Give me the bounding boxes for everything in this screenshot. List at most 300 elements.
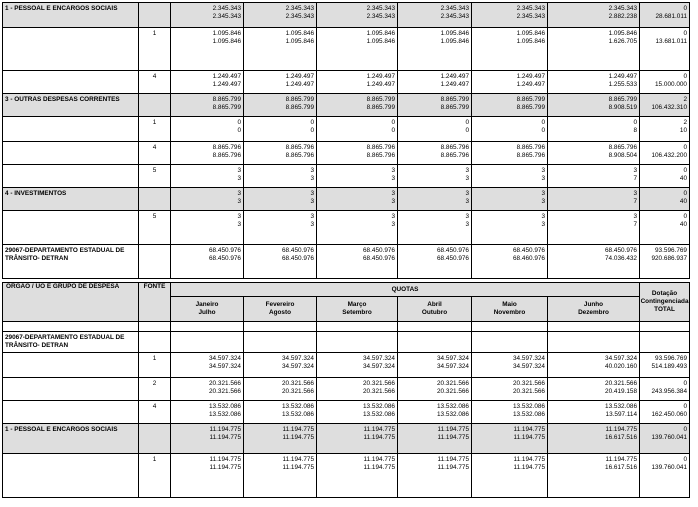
total-value: 514.189.493 [651,363,688,370]
quota-value: 1.095.846 [366,38,395,45]
quota-cell [548,401,640,424]
row-fonte [139,424,171,454]
row-label: 29067-DEPARTAMENTO ESTADUAL DE TRÂNSITO- DETRAN [3,332,139,353]
quota-cell [244,245,317,279]
row-label: 4 - INVESTIMENTOS [3,188,139,211]
quota-value [550,342,637,350]
quota-cell [244,71,317,94]
quota-cell [244,424,317,454]
quota-value: 34.597.324 [209,355,241,362]
quota-value: 0 [310,127,314,134]
quota-value: 8.865.796 [285,144,314,151]
quota-cell [317,454,398,498]
quota-value: 3 [541,190,545,197]
quota-value: 3 [391,213,395,220]
quota-value: 3 [541,221,545,228]
quota-value: 2.345.343 [608,5,637,12]
column-header-org: ÓRGÃO / UO E GRUPO DE DESPESA [3,283,139,322]
total-value: 0 [683,5,687,12]
quota-value: 3 [237,190,241,197]
quota-value: 68.450.976 [209,247,241,254]
total-value [642,342,687,350]
table-row [3,353,690,378]
quota-value: 3 [541,213,545,220]
quota-value: 68.450.976 [209,255,241,262]
row-fonte: 4 [139,142,171,165]
total-value: 93.596.769 [655,355,688,362]
table-row [3,188,690,211]
table-row [3,3,690,28]
quota-value: 8.865.796 [516,152,545,159]
month-label: Setembro [342,309,372,316]
quota-value: 3 [633,167,637,174]
quota-value [319,334,395,342]
quota-cell [472,188,548,211]
total-value: 0 [683,73,687,80]
quota-value: 3 [310,167,314,174]
quota-value: 3 [541,175,545,182]
quota-value: 13.532.086 [209,411,241,418]
quota-cell [548,94,640,117]
quota-cell [548,424,640,454]
total-value: 2 [683,96,687,103]
quota-cell [244,353,317,378]
total-value: 10 [679,127,687,134]
quota-value: 20.321.566 [437,380,469,387]
quota-value: 1.095.846 [516,38,545,45]
quota-value: 3 [310,198,314,205]
column-header-month-6 [548,297,640,322]
quota-value: 11.194.775 [363,456,395,463]
quota-cell [171,3,244,28]
quota-value: 20.321.566 [282,380,314,387]
quota-cell [398,188,472,211]
quota-cell [472,94,548,117]
quota-value: 11.194.775 [209,464,241,471]
quota-cell [398,94,472,117]
quota-value: 0 [541,119,545,126]
quota-value: 68.450.976 [282,255,314,262]
quota-value: 13.532.086 [605,403,638,410]
quota-value: 1.095.846 [212,38,241,45]
table-row [3,401,690,424]
quota-value [246,334,314,342]
quota-value: 2.345.343 [440,5,469,12]
column-header-month-1 [171,297,244,322]
total-cell [640,28,690,71]
row-fonte [139,245,171,279]
month-label: Abril [427,301,442,308]
total-cell [640,424,690,454]
month-label: Junho [583,301,604,308]
quota-value: 0 [633,119,637,126]
quota-value: 8.865.796 [440,144,469,151]
total-value: 139.760.041 [651,464,688,471]
quota-cell [317,188,398,211]
quota-value: 2.345.343 [516,13,545,20]
quota-cell [244,188,317,211]
quota-value [550,334,637,342]
total-cell [640,117,690,142]
row-label: 1 - PESSOAL E ENCARGOS SOCIAIS [3,424,139,454]
quota-value: 13.532.086 [282,411,314,418]
quota-value: 68.450.976 [437,255,469,262]
total-value [642,334,687,342]
total-value: 0 [683,403,688,410]
quota-cell [171,245,244,279]
quota-value: 11.194.775 [513,456,545,463]
quota-value: 68.450.976 [513,247,545,254]
quota-value: 2.345.343 [285,5,314,12]
quota-value: 1.249.497 [440,73,469,80]
quota-value [400,342,469,350]
quota-value: 20.321.566 [209,388,241,395]
table-row [3,94,690,117]
quota-cell [398,245,472,279]
quota-value: 3 [310,175,314,182]
quota-value: 1.095.846 [516,30,545,37]
quota-value: 8.865.799 [440,96,469,103]
quota-cell [317,211,398,245]
quota-value [319,342,395,350]
row-fonte [139,332,171,353]
table-row [3,165,690,188]
total-value: 139.760.041 [651,434,688,441]
quota-value: 1.095.846 [285,38,314,45]
total-value: 40 [679,175,687,182]
quota-value: 8.865.799 [366,96,395,103]
quota-value: 11.194.775 [437,426,469,433]
table-row [3,211,690,245]
month-label: Dezembro [578,309,609,316]
quota-value: 3 [237,198,241,205]
quota-value: 1.249.497 [285,73,314,80]
quota-value: 1.095.846 [212,30,241,37]
quota-value: 16.617.516 [605,434,638,441]
total-value: 0 [683,144,687,151]
quota-value: 3 [237,221,241,228]
quota-cell [398,401,472,424]
total-cell [640,378,690,401]
row-fonte: 5 [139,211,171,245]
quota-value: 13.532.086 [513,411,545,418]
quota-cell [472,424,548,454]
quota-value: 11.194.775 [605,456,638,463]
quota-cell [548,378,640,401]
quota-value: 3 [465,221,469,228]
quota-value: 2.345.343 [212,5,241,12]
quota-cell [398,332,472,353]
row-fonte: 4 [139,71,171,94]
quota-value: 3 [541,167,545,174]
quota-cell [317,401,398,424]
quota-cell [548,353,640,378]
quota-value: 3 [391,198,395,205]
quota-value: 1.626.705 [608,38,637,45]
row-label: 29067-DEPARTAMENTO ESTADUAL DE TRÂNSITO- DETRAN [3,245,139,279]
quota-cell [398,71,472,94]
quota-value: 3 [310,190,314,197]
quota-cell [171,71,244,94]
total-cell [640,353,690,378]
quota-cell [171,117,244,142]
quota-cell [548,454,640,498]
quota-value: 13.532.086 [282,403,314,410]
total-cell [640,142,690,165]
total-cell [640,165,690,188]
quota-cell [398,454,472,498]
quota-cell [171,188,244,211]
quota-value: 1.095.846 [440,30,469,37]
quota-cell [317,117,398,142]
total-header-line2: Contingenciada [640,298,689,305]
quota-value: 0 [310,119,314,126]
quota-cell [548,332,640,353]
quota-value: 8.865.796 [285,152,314,159]
quota-value: 7 [633,175,637,182]
quota-cell [244,142,317,165]
quota-cell [548,71,640,94]
row-fonte: 4 [139,401,171,424]
quota-value: 3 [465,167,469,174]
quota-value: 2.345.343 [440,13,469,20]
quota-value: 13.532.086 [363,403,395,410]
quota-cell [398,28,472,71]
quota-value: 2.345.343 [285,13,314,20]
total-value: 0 [683,30,687,37]
quota-value: 3 [391,175,395,182]
table-row [3,71,690,94]
total-value: 93.596.769 [655,247,687,254]
month-label: Maio [502,301,517,308]
total-value: 40 [679,198,687,205]
quota-cell [317,332,398,353]
total-value: 0 [683,426,688,433]
total-cell [640,245,690,279]
quota-value: 11.194.775 [513,464,545,471]
total-value: 0 [683,380,688,387]
quota-value: 2.345.343 [212,13,241,20]
total-cell [640,332,690,353]
quota-table-header [3,283,690,332]
quota-cell [171,165,244,188]
total-value: 0 [683,456,688,463]
quota-cell [548,211,640,245]
quota-value: 8.908.504 [608,152,637,159]
quota-value [400,334,469,342]
quota-value: 2.345.343 [516,5,545,12]
quota-value: 1.095.846 [366,30,395,37]
quota-value: 68.450.976 [605,247,637,254]
row-fonte: 1 [139,454,171,498]
quota-value: 13.532.086 [209,403,241,410]
quota-cell [171,424,244,454]
quota-cell [171,401,244,424]
column-header-month-5 [472,297,548,322]
quota-cell [472,378,548,401]
quota-cell [171,332,244,353]
quota-value: 8.865.799 [285,104,314,111]
quota-value: 8.865.799 [516,96,545,103]
quota-cell [317,165,398,188]
total-value: 106.432.310 [651,104,687,111]
quota-value: 7 [633,221,637,228]
total-value: 28.681.011 [655,13,687,20]
quota-table-top-body [3,3,690,279]
quota-cell [472,454,548,498]
quota-cell [398,165,472,188]
total-cell [640,454,690,498]
quota-cell [398,424,472,454]
quota-value [474,334,545,342]
quota-cell [244,454,317,498]
row-label [3,165,139,188]
row-label [3,378,139,401]
quota-value: 3 [465,190,469,197]
quota-value: 3 [633,190,637,197]
quota-value: 0 [391,119,395,126]
quota-value: 1.249.497 [285,81,314,88]
table-row [3,245,690,279]
quota-cell [398,3,472,28]
total-cell [640,188,690,211]
quota-value: 1.249.497 [212,81,241,88]
quota-cell [317,28,398,71]
quota-cell [317,142,398,165]
quota-value: 8.865.799 [516,104,545,111]
column-header-quotas: QUOTAS [171,283,640,297]
quota-cell [171,353,244,378]
quota-value: 20.321.566 [437,388,469,395]
quota-value: 1.249.497 [516,81,545,88]
quota-value: 2.345.343 [366,13,395,20]
quota-value: 34.597.324 [513,355,545,362]
quota-cell [548,142,640,165]
column-header-total [640,283,690,322]
quota-value: 20.321.566 [513,388,545,395]
row-label [3,142,139,165]
quota-value: 0 [465,127,469,134]
quota-value: 3 [237,213,241,220]
row-fonte: 1 [139,117,171,142]
quota-value [474,342,545,350]
table-row [3,332,690,353]
quota-table-bottom-body [3,332,690,498]
quota-cell [244,211,317,245]
quota-value: 3 [310,221,314,228]
quota-cell [472,165,548,188]
row-label [3,117,139,142]
quota-cell [317,378,398,401]
quota-cell [317,424,398,454]
quota-value: 11.194.775 [209,456,241,463]
quota-value: 7 [633,198,637,205]
quota-value: 1.249.497 [608,73,637,80]
quota-value: 8.865.796 [212,152,241,159]
quota-value: 11.194.775 [282,434,314,441]
total-value: 162.450.060 [651,411,688,418]
quota-cell [548,3,640,28]
quota-value: 3 [465,175,469,182]
quota-value: 34.597.324 [282,363,314,370]
quota-cell [472,28,548,71]
quota-cell [244,3,317,28]
quota-value: 11.194.775 [209,434,241,441]
month-label: Agosto [268,309,291,316]
quota-value: 68.450.976 [363,255,395,262]
quota-value: 13.532.086 [437,403,469,410]
quota-value: 3 [237,175,241,182]
row-fonte [139,94,171,117]
row-fonte [139,188,171,211]
quota-value: 8.865.796 [516,144,545,151]
quota-value: 1.255.533 [608,81,637,88]
quota-value: 68.460.976 [513,255,545,262]
quota-value: 16.617.516 [605,464,638,471]
quota-cell [171,211,244,245]
quota-value: 1.249.497 [366,81,395,88]
quota-value: 34.597.324 [605,355,638,362]
total-value: 106.432.200 [651,152,687,159]
table-row [3,28,690,71]
quota-cell [472,211,548,245]
row-label [3,454,139,498]
quota-cell [548,165,640,188]
quota-cell [398,117,472,142]
quota-cell [244,117,317,142]
quota-value: 11.194.775 [437,456,469,463]
quota-value [173,334,241,342]
total-value: 0 [683,167,687,174]
quota-cell [472,353,548,378]
quota-value: 0 [237,127,241,134]
quota-value: 3 [391,190,395,197]
quota-cell [244,165,317,188]
quota-value: 13.532.086 [437,411,469,418]
total-value: 243.956.384 [651,388,688,395]
row-fonte: 5 [139,165,171,188]
quota-value: 34.597.324 [363,355,395,362]
quota-value: 1.249.497 [440,81,469,88]
table-row [3,424,690,454]
quota-value: 8.865.796 [212,144,241,151]
month-label: Março [347,301,367,308]
quota-value: 11.194.775 [282,426,314,433]
row-label [3,211,139,245]
quota-table-top [2,2,690,279]
quota-cell [317,3,398,28]
quota-value: 8.865.796 [440,152,469,159]
column-header-month-2 [244,297,317,322]
quota-value: 34.597.324 [437,355,469,362]
month-label: Julho [198,309,216,316]
quota-value: 11.194.775 [209,426,241,433]
quota-value: 3 [465,198,469,205]
month-label: Outubro [421,309,448,316]
quota-value: 0 [391,127,395,134]
quota-cell [548,245,640,279]
quota-value: 8.865.796 [608,144,637,151]
total-header-line1: Dotação [651,290,678,297]
quota-cell [244,332,317,353]
quota-value: 11.194.775 [437,464,469,471]
quota-value: 8 [633,127,637,134]
quota-table-bottom [2,282,690,498]
row-fonte: 2 [139,378,171,401]
quota-value [246,342,314,350]
quota-cell [472,245,548,279]
quota-value: 34.597.324 [513,363,545,370]
